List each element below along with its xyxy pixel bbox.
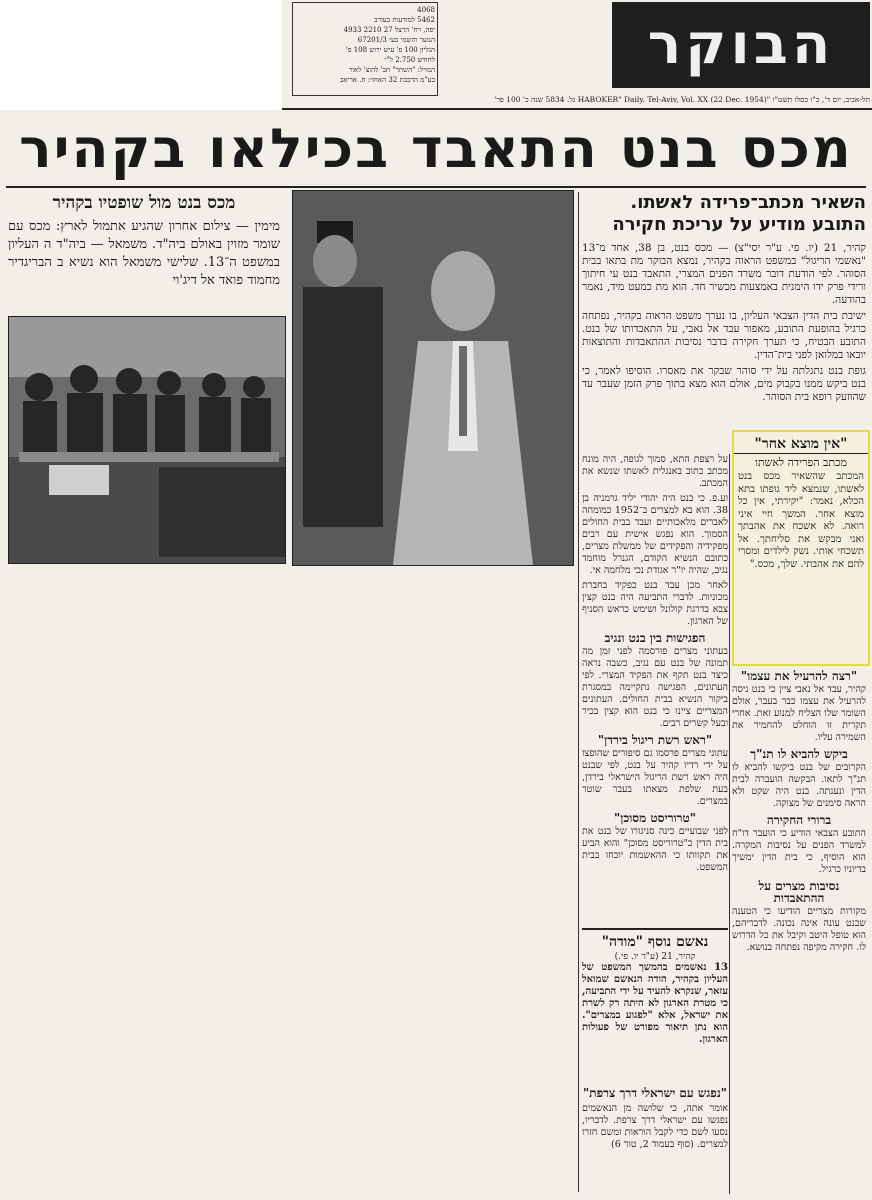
photo-caption-text: מימין — צילום אחרון שהגיע אתמול לארץ: מכס עם שומר מזוין באולם ביה"ד. משמאל — ביה"ד ה העליון במשפט ה־13. שלישי משמאל הוא נשיא ב הבריגדיר מחמוד פואד אל דיג'וי	[8, 219, 280, 288]
paragraph: ישיבת בית הדין הצבאי העליון, בו נערך משפט הראוה בקהיר, נפתחה כרגיל בהופעת התובע, מאפור עבד אל נאבי, על התאבדותו של בנט. התובע הבטיח, כי תערך חקירה בדבר נסיבות ההתאבדות והתוצאות יובאו במלואן לפני בית־הדין.	[582, 310, 866, 361]
headline-rule	[6, 186, 866, 188]
info-line: לחודש 2.750 ל"י	[384, 56, 435, 64]
column-rule	[729, 454, 730, 1194]
france-meeting-section	[582, 1082, 728, 1194]
photo-caption-title: מכס בנט מול שופטיו בקהיר	[52, 193, 236, 213]
subhead: הפגישות בין בנט ונגיב	[604, 631, 706, 645]
paragraph: הקרובים של בנט ביקשו להביא לו תנ"ך לתאו. הבקשה הועברה לבית הדין ונענתה. בנט היה שקט ולא הראה סימנים של מצוקה.	[732, 762, 866, 809]
logo-text: הבוקר	[647, 12, 835, 77]
article-col-1	[582, 192, 866, 452]
subhead: "טרוריסט מסוכן"	[614, 811, 696, 825]
article-body	[582, 242, 866, 440]
paragraph: וע.פ. כי בנט היה יהודי יליד גרמניה בן 38. הוא בא למצרים ב־1952 כמומחה לאברים מלאכותיים ועבד בבית החולים הסמוך. הוא נפגש אישית עם רבים מפקידיה והפקידים של ממשלת מצרים, כתובם הנשיא הקודם, הגנרל מוחמד נגיב, שהיה יו"ר אגודת נכי מלחמה אי.	[582, 493, 728, 576]
subhead: ביקש להביא לו תנ"ך	[750, 747, 848, 761]
tribunal-image	[9, 317, 285, 563]
masthead-info-box	[292, 2, 438, 96]
masthead	[282, 0, 872, 110]
box-title: "אין מוצא אחר"	[734, 436, 868, 454]
article-col-3	[732, 666, 866, 1196]
box-subtitle: מכתב הפרידה לאשתו	[755, 456, 847, 469]
box3-text: אומר אתה, כי שלושה מן הנאשמים נפגשו עם ישראלי דרך צרפת. לדבריו, נסעו לשם כדי לקבל הוראות ומשם חזרו למצרים. (סוף בעמוד 2, טור 6)	[582, 1103, 728, 1150]
paragraph: קהיר, עבד אל נאבי ציין כי בנט ניסה להרעיל את עצמו כבר בעבר, אולם השומר שלו הצליח למנוע זאת. אחרי תקרית זו הוחלט להחמיר את השמירה עליו.	[732, 684, 866, 743]
dateline-bar: תל-אביב, יום ד', כ"ו כסלו תשט"ו "HABOKER" Daily. Tel-Aviv, Vol. XX (22 Dec. 1954) גל. 5834 שנה כ' 100 פר'	[494, 95, 870, 104]
subhead: נסיבות מצרים על ההתאבדות	[758, 879, 840, 905]
article-body-right	[732, 666, 866, 1196]
article-col-2	[582, 454, 728, 924]
column-rule	[578, 192, 579, 1192]
bennett-photo	[292, 190, 574, 566]
box2-title: נאשם נוסף "מודה"	[601, 934, 709, 950]
subhead: "ראש רשת ריגול בירדן"	[597, 733, 713, 747]
front-page	[0, 110, 872, 1200]
info-line: הגליון 100 פ' עיש ירוש 108 פ'	[345, 46, 435, 54]
info-line: יפה, רח' הרצל 27 2210 4933	[343, 26, 435, 34]
paragraph: קהיר, 21 (יו. פי. ע"ר יסי"צ) — מכס בנט, בן 38, אחד מ־13 "נאשמי הריגול" במשפט הראוה בקהיר, נמצא הבוקר מת בתאו בבית הסוהר. לפי הודעת דובר משרד הפנים המצרי, התאבד בנט עי חיתוך ורידי פרק ידו הימנית באמצעות מכשיר חד. הוא מת כמעט מיד, נאמר בהודעה.	[582, 242, 866, 306]
paragraph: לפני שבועיים כינה סניגורו של בנט את בית הדין כ"טרוריסט מסוכן" והוא הביע את תקוותו כי ההאשמות יוכחו בבית המשפט.	[582, 826, 728, 873]
info-line: המויל: "השחר" חב' להוצ' לאור	[348, 66, 435, 74]
paragraph: בעתוני מצרים פורסמה לפני זמן מה תמונה של בנט עם נגיב, כשבה נראה כיצד בנט תקף את הפקיד המצרי. לפי העתונים, הפגישה נתקיימה במסגרת ביקור הנשיא בבית החולים. העתונים המצריים ציינו כי בנט הוא קצין בכיר ובעל קשרים רבים.	[582, 646, 728, 729]
info-line: 5462 למודעות בעורב	[374, 16, 435, 24]
subhead: "רצה להרעיל את עצמו"	[740, 669, 858, 683]
paragraph: התובע הצבאי הודיע כי הועבר דו"ח למשרד הפנים על נסיבות המקרה. הוא הוסיף, כי בית הדין ימשיך בדיוניו כרגיל.	[732, 828, 866, 875]
box-text: המכתב שהשאיר מכס בנט לאשתו, שנמצא ליד גופתו בתא הכלא, נאמר: "יקירתי, אין כל מוצא אחר. המשך חיי איני רואה. לא אשכח את אהבתך ואני מבקש את סליחתך. אל תשכחי אותי. נשק לילדים ומסרי להם את אהבתי. שלך, מכס."	[738, 471, 864, 570]
paragraph: גופת בנט נתגלתה על ידי סוהר שבקר את מאסרו. הוסיפו לאמר, כי בנט ביקש ממנו בקבוק מים, אולם הוא מצא בתוך פרק הזמן שעבר עד שהוזעק רופא בית הסוהר.	[582, 365, 866, 403]
newspaper-logo	[612, 2, 870, 88]
box2-text: 13 נאשמים בהמשך המשפט של העליון בקהיר, הודה הנאשם שמואל עזאר, שנקרא להעיד על ידי התביעה, כי מטרת הארגון לא היתה רק לשרת את ישראל, אלא "לפגוע במצרים". הוא נתן תיאור מפורט של פעולות הארגון.	[582, 962, 728, 1045]
second-defendant-box	[582, 928, 728, 1080]
bennett-image	[293, 191, 573, 565]
farewell-letter-box	[732, 430, 870, 666]
article-body-cont	[582, 454, 728, 924]
tribunal-photo	[8, 316, 286, 564]
paragraph: על רצפת התא, סמוך לגופה, היה מונח מכתב כתוב באנגלית לאשתו שנשא את המכתב.	[582, 454, 728, 489]
paragraph: עתוני מצרים פרסמו גם סיפורים שהופצו על ידי רדיו קהיר על בנט, לפי שבנט היה ראש רשת הריגול הישראלי בירדן, בעת שלפת מצאתו בעבר שוטר במצרים.	[582, 748, 728, 807]
subhead: ברורי החקירה	[766, 813, 832, 827]
paragraph: לאחר מכן עבד בנט כפקיד בחברת מכוניות. לדברי התביעה היה בנט קצין צבא בדרגת קולונל ושימש כראש הסניף של הארגון.	[582, 580, 728, 627]
headline: מכס בנט התאבד בכילאו בקהיר	[19, 117, 853, 180]
article-deck: השאיר מכתב־פרידה לאשתו. התובע מודיע על עריכת חקירה	[612, 192, 866, 235]
box2-dateline: קהיר, 21 (ע"ר יו. פי.)	[614, 952, 696, 962]
info-line: 4068	[417, 6, 435, 14]
info-line: בע"מ הרכבת 32 האחוי: ח. אריאב	[339, 76, 435, 84]
paragraph: מקורות מצריים הודיעו כי הטענה שבנט עונה אינה נכונה. לדבריהם, הוא טופל היטב וקיבל את כל הדרוש לו. חקירה מקיפה נפתחה בנושא.	[732, 906, 866, 953]
info-line: הנוער והשמי בעי 67201/3	[357, 36, 435, 44]
subhead: "נפגש עם ישראלי דרך צרפת"	[583, 1086, 727, 1100]
